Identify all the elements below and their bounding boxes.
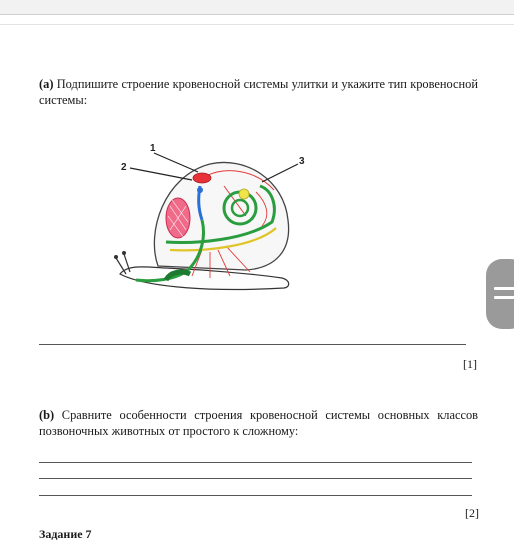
snail-circulatory-diagram: [106, 143, 306, 298]
question-a-text: Подпишите строение кровеносной системы улитки и укажите тип кровеносной системы:: [39, 77, 478, 107]
answer-line-b-2[interactable]: [39, 478, 472, 479]
next-task-heading: Задание 7: [39, 527, 92, 541]
top-divider: [0, 14, 514, 15]
question-b-text: Сравните особенности строения кровеносной системы основных классов позвоночных животных от простого к сложному:: [39, 408, 478, 438]
scroll-handle-grip-icon: [494, 287, 514, 290]
answer-line-a[interactable]: [39, 344, 466, 345]
diagram-label-1: 1: [150, 143, 156, 154]
question-a-label: (a): [39, 77, 54, 91]
question-a: [39, 76, 478, 108]
diagram-label-3: 3: [299, 156, 305, 167]
snail-illustration: [106, 146, 306, 298]
marks-b: [2]: [465, 506, 479, 520]
question-b-label: (b): [39, 408, 55, 422]
answer-line-b-1[interactable]: [39, 462, 472, 463]
answer-line-b-3[interactable]: [39, 495, 472, 496]
scroll-handle-grip-icon: [494, 296, 514, 299]
question-b: [39, 407, 478, 439]
top-divider-2: [0, 24, 514, 25]
scroll-handle[interactable]: [486, 259, 514, 329]
marks-a: [1]: [463, 357, 477, 371]
diagram-label-2: 2: [121, 162, 127, 173]
top-band: [0, 0, 514, 14]
